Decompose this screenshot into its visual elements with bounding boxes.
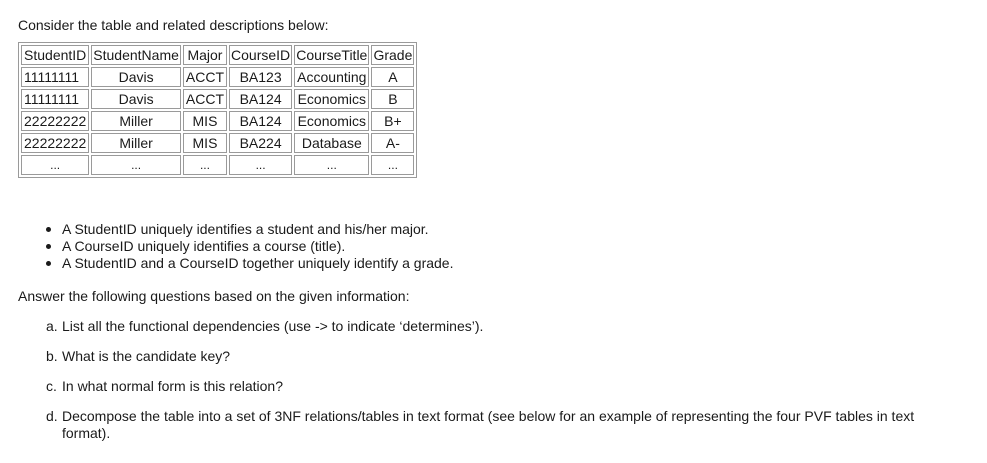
cell-grade: A- (371, 133, 414, 153)
header-grade: Grade (373, 47, 413, 63)
question-text: In what normal form is this relation? (62, 378, 283, 394)
cell-ellipsis: ... (21, 155, 89, 175)
cell-studentid: 11111111 (21, 89, 89, 109)
cell-major: MIS (183, 111, 227, 131)
question-marker: d. (46, 408, 58, 424)
cell-studentid: 11111111 (21, 67, 89, 87)
table-row (21, 111, 414, 131)
cell-courseid: BA224 (229, 133, 292, 153)
cell-grade: B (371, 89, 414, 109)
cell-ellipsis: ... (91, 155, 181, 175)
question-b (46, 348, 230, 365)
cell-ellipsis: ... (294, 155, 369, 175)
student-course-table (18, 42, 417, 178)
question-text-continuation: format). (62, 425, 111, 441)
dependency-bullet-list (44, 221, 453, 272)
table-header-row (21, 45, 414, 65)
cell-ellipsis: ... (229, 155, 292, 175)
table-row (21, 133, 414, 153)
cell-studentname: Miller (91, 111, 181, 131)
cell-studentname: Davis (91, 67, 181, 87)
cell-ellipsis: ... (183, 155, 227, 175)
cell-coursetitle: Economics (294, 111, 369, 131)
table-row (21, 67, 414, 87)
header-major: Major (183, 45, 227, 65)
question-a (46, 318, 483, 335)
question-text: Decompose the table into a set of 3NF relations/tables in text format (see below for an example of representing the four PVF tables in text (62, 408, 915, 424)
header-coursetitle: CourseTitle (294, 45, 369, 65)
cell-courseid: BA124 (229, 111, 292, 131)
cell-coursetitle: Database (294, 133, 369, 153)
bullet-item: A StudentID and a CourseID together uniquely identify a grade. (44, 255, 453, 272)
cell-coursetitle: Accounting (294, 67, 369, 87)
cell-courseid: BA123 (229, 67, 292, 87)
answer-instructions: Answer the following questions based on the given information: (18, 288, 410, 304)
cell-studentname: Miller (91, 133, 181, 153)
question-c (46, 378, 283, 395)
question-text: List all the functional dependencies (use -> to indicate ‘determines’). (62, 318, 484, 334)
question-d (46, 408, 956, 442)
cell-ellipsis: ... (371, 155, 414, 175)
bullet-item: A CourseID uniquely identifies a course (title). (44, 238, 453, 255)
cell-grade: A (371, 67, 414, 87)
bullet-item: A StudentID uniquely identifies a student and his/her major. (44, 221, 453, 238)
intro-text: Consider the table and related descriptions below: (18, 17, 329, 33)
question-marker: a. (46, 318, 58, 334)
cell-studentid: 22222222 (21, 133, 89, 153)
header-studentname: StudentName (93, 47, 179, 63)
header-studentid: StudentID (21, 45, 89, 65)
cell-major: ACCT (183, 89, 227, 109)
table-row (21, 89, 414, 109)
table-row-ellipsis (21, 155, 414, 175)
question-marker: b. (46, 348, 58, 364)
cell-studentname: Davis (91, 89, 181, 109)
question-marker: c. (46, 378, 57, 394)
cell-major: MIS (183, 133, 227, 153)
header-courseid: CourseID (231, 47, 291, 63)
cell-courseid: BA124 (229, 89, 292, 109)
cell-coursetitle: Economics (294, 89, 369, 109)
cell-studentid: 22222222 (21, 111, 89, 131)
cell-major: ACCT (183, 67, 227, 87)
cell-grade: B+ (371, 111, 414, 131)
question-text: What is the candidate key? (62, 348, 231, 364)
